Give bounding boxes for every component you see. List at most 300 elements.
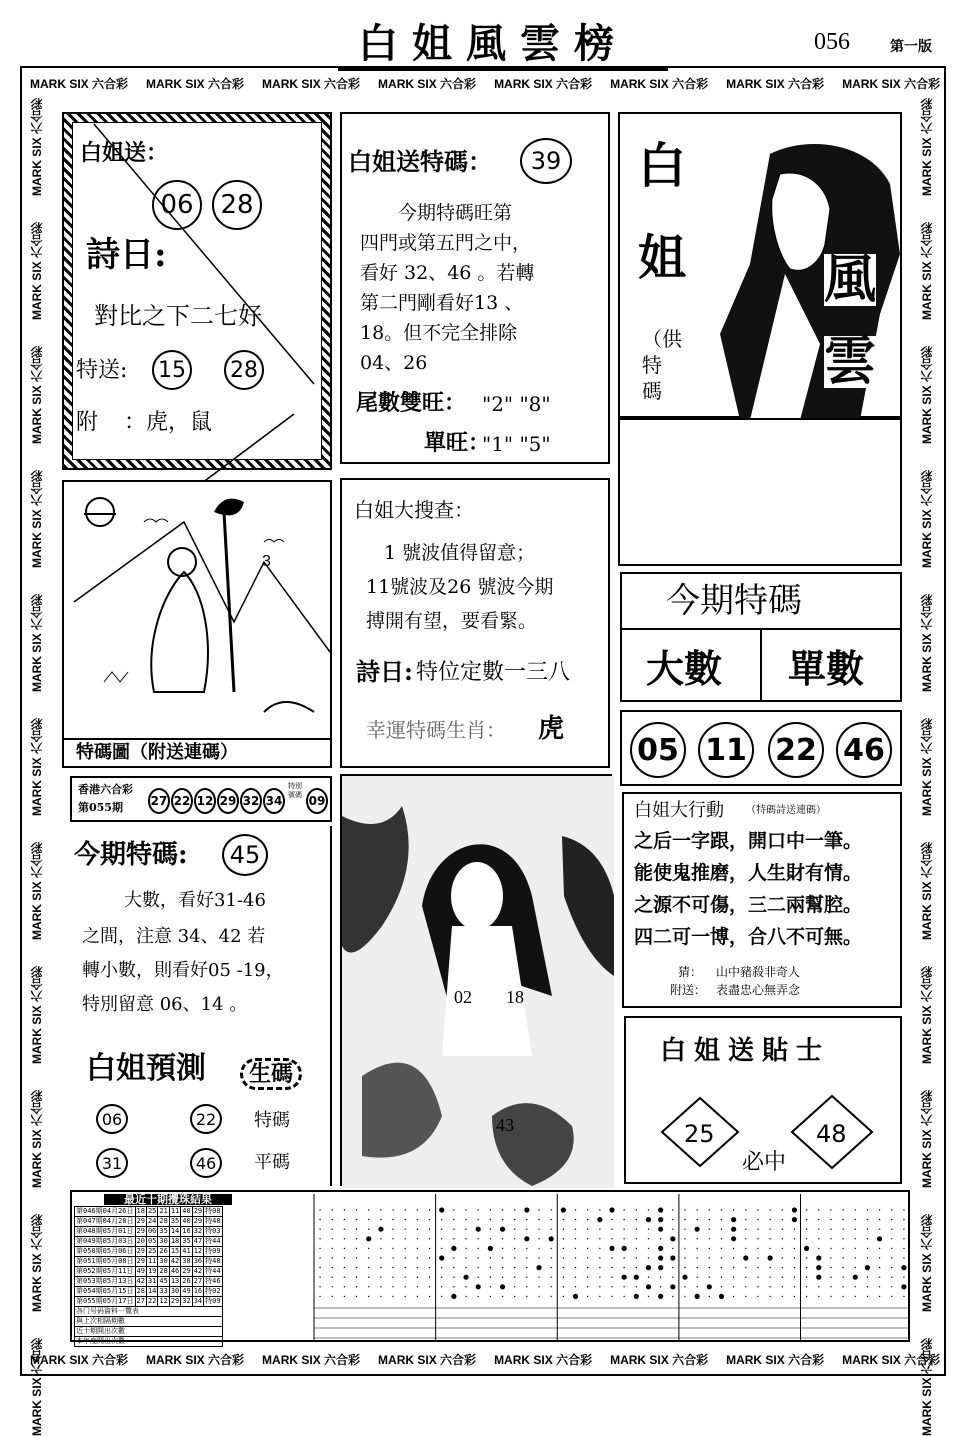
grid-dot	[417, 1296, 418, 1297]
drawn-ball-dot	[658, 1207, 663, 1212]
today-number: 45	[222, 834, 268, 876]
grid-dot	[538, 1296, 539, 1297]
grid-dot	[429, 1238, 430, 1239]
today-line-2: 之間，注意 34、42 若	[82, 926, 266, 947]
grid-dot	[794, 1248, 795, 1249]
grid-dot	[429, 1219, 430, 1220]
grid-dot	[782, 1238, 783, 1239]
grid-dot	[356, 1248, 357, 1249]
box-special-numbers	[620, 710, 902, 786]
grid-dot	[648, 1238, 649, 1239]
grid-dot	[733, 1209, 734, 1210]
predict-row1-num2: 22	[190, 1104, 222, 1134]
grid-dot	[526, 1248, 527, 1249]
drawn-ball-dot	[658, 1265, 663, 1270]
drawn-ball-dot	[816, 1275, 821, 1280]
grid-dot	[903, 1296, 904, 1297]
row-ball: 34	[193, 1297, 203, 1305]
row-ball: 36	[193, 1257, 203, 1265]
grid-dot	[405, 1238, 406, 1239]
grid-dot	[891, 1286, 892, 1287]
grid-dot	[563, 1229, 564, 1230]
drawn-ball-dot	[658, 1217, 663, 1222]
grid-dot	[550, 1267, 551, 1268]
box2-line-4: 第二門剛看好13 、	[360, 292, 524, 314]
box-photo-fengyun	[618, 112, 902, 418]
grid-dot	[550, 1277, 551, 1278]
grid-dot	[405, 1267, 406, 1268]
grid-dot	[478, 1248, 479, 1249]
grid-dot	[855, 1267, 856, 1268]
box1-title: 白姐送：	[80, 140, 169, 166]
grid-dot	[782, 1209, 783, 1210]
grid-dot	[696, 1238, 697, 1239]
drawn-ball-dot	[853, 1275, 858, 1280]
grid-dot	[405, 1257, 406, 1258]
grid-dot	[392, 1209, 393, 1210]
row-label: 第048期05月01日	[76, 1227, 134, 1235]
row-ball: 32	[182, 1297, 191, 1305]
grid-dot	[490, 1209, 491, 1210]
grid-dot	[587, 1209, 588, 1210]
grid-dot	[757, 1229, 758, 1230]
grid-dot	[465, 1296, 466, 1297]
grid-dot	[782, 1296, 783, 1297]
table-row	[75, 1297, 223, 1307]
grid-dot	[636, 1219, 637, 1220]
action-guess-value: 山中豬殺非奇人	[716, 965, 801, 979]
hk-ball-2: 22	[171, 788, 193, 814]
grid-dot	[891, 1277, 892, 1278]
row-ball: 35	[182, 1237, 191, 1245]
hk-ball-4: 29	[217, 788, 239, 814]
grid-dot	[636, 1257, 637, 1258]
grid-dot	[465, 1248, 466, 1249]
grid-dot	[356, 1238, 357, 1239]
grid-dot	[429, 1257, 430, 1258]
grid-dot	[660, 1277, 661, 1278]
box-photo-2	[340, 774, 612, 1186]
grid-dot	[867, 1238, 868, 1239]
row-ball: 29	[193, 1217, 203, 1225]
grid-dot	[842, 1267, 843, 1268]
grid-dot	[709, 1248, 710, 1249]
grid-dot	[319, 1296, 320, 1297]
grid-dot	[526, 1277, 527, 1278]
grid-dot	[453, 1286, 454, 1287]
search-poem-label: 詩日:	[356, 657, 413, 686]
grid-dot	[611, 1238, 612, 1239]
grid-dot	[611, 1257, 612, 1258]
hk-ball-3: 12	[194, 788, 216, 814]
box2-line-2: 四門或第五門之中，	[360, 232, 532, 254]
grid-dot	[392, 1277, 393, 1278]
grid-dot	[478, 1267, 479, 1268]
row-ball: 29	[193, 1207, 203, 1215]
action-line-1: 之后一字跟，開口中一筆。	[634, 830, 863, 852]
row-ball: 49	[136, 1267, 145, 1275]
row-label: 第053期05月13日	[76, 1277, 134, 1285]
row-ball: 49	[182, 1287, 191, 1295]
grid-dot	[526, 1229, 527, 1230]
grid-dot	[721, 1257, 722, 1258]
row-ball: 29	[136, 1247, 145, 1255]
drawn-ball-dot	[901, 1265, 906, 1270]
grid-dot	[611, 1219, 612, 1220]
grid-dot	[745, 1296, 746, 1297]
grid-dot	[636, 1229, 637, 1230]
hk-label-1: 香港六合彩	[78, 783, 133, 796]
predict-row1-num1: 06	[96, 1104, 128, 1134]
grid-dot	[636, 1248, 637, 1249]
grid-dot	[405, 1286, 406, 1287]
row-ball: 25	[147, 1207, 157, 1215]
grid-dot	[782, 1286, 783, 1287]
drawn-ball-dot	[804, 1246, 809, 1251]
drawn-ball-dot	[549, 1236, 554, 1241]
grid-dot	[563, 1286, 564, 1287]
grid-dot	[806, 1296, 807, 1297]
grid-dot	[623, 1219, 624, 1220]
grid-dot	[514, 1209, 515, 1210]
grid-dot	[709, 1219, 710, 1220]
grid-dot	[538, 1277, 539, 1278]
grid-dot	[745, 1267, 746, 1268]
tips-number-1: 25	[684, 1120, 715, 1148]
action-line-2: 能使鬼推磨，人生財有情。	[634, 862, 863, 884]
today-line-1: 大數，看好31-46	[124, 890, 266, 911]
grid-dot	[490, 1219, 491, 1220]
grid-dot	[368, 1296, 369, 1297]
drawn-ball-dot	[451, 1246, 456, 1251]
grid-dot	[745, 1238, 746, 1239]
grid-dot	[453, 1238, 454, 1239]
row-ball: 29	[170, 1297, 180, 1305]
box1-number-1: 06	[152, 180, 202, 230]
grid-dot	[757, 1248, 758, 1249]
drawn-ball-dot	[488, 1246, 493, 1251]
grid-dot	[818, 1286, 819, 1287]
row-ball: 40	[182, 1217, 191, 1225]
grid-dot	[636, 1267, 637, 1268]
box1-poem: 對比之下二七好	[94, 302, 262, 330]
grid-dot	[575, 1238, 576, 1239]
drawn-ball-dot	[451, 1294, 456, 1299]
grid-dot	[903, 1229, 904, 1230]
grid-dot	[891, 1267, 892, 1268]
photo2-number-3: 43	[496, 1115, 514, 1135]
grid-dot	[757, 1296, 758, 1297]
drawn-ball-dot	[378, 1227, 383, 1232]
special-number-3: 22	[768, 722, 824, 778]
search-line-2: 11號波及26 號波今期	[366, 576, 554, 598]
photo-char-4: 雲	[824, 331, 877, 392]
grid-dot	[648, 1296, 649, 1297]
grid-dot	[392, 1267, 393, 1268]
grid-dot	[380, 1248, 381, 1249]
drawn-ball-dot	[743, 1255, 748, 1260]
grid-dot	[879, 1277, 880, 1278]
row-ball: 26	[182, 1277, 191, 1285]
grid-dot	[417, 1229, 418, 1230]
grid-dot	[757, 1257, 758, 1258]
grid-dot	[319, 1257, 320, 1258]
grid-dot	[587, 1277, 588, 1278]
row-ball: 31	[147, 1277, 157, 1285]
grid-dot	[490, 1238, 491, 1239]
row-ball: 18	[170, 1237, 180, 1245]
grid-dot	[332, 1257, 333, 1258]
grid-dot	[441, 1277, 442, 1278]
row-ball: 35	[170, 1217, 180, 1225]
grid-dot	[745, 1248, 746, 1249]
grid-dot	[356, 1277, 357, 1278]
drawn-ball-dot	[865, 1265, 870, 1270]
grid-dot	[514, 1267, 515, 1268]
grid-dot	[380, 1238, 381, 1239]
drawn-ball-dot	[682, 1275, 687, 1280]
grid-dot	[319, 1267, 320, 1268]
grid-dot	[745, 1277, 746, 1278]
grid-dot	[550, 1229, 551, 1230]
grid-dot	[709, 1267, 710, 1268]
grid-dot	[441, 1248, 442, 1249]
grid-dot	[453, 1219, 454, 1220]
grid-dot	[782, 1257, 783, 1258]
box1-number-2: 28	[212, 180, 262, 230]
grid-dot	[684, 1219, 685, 1220]
drawn-ball-dot	[731, 1236, 736, 1241]
grid-dot	[575, 1257, 576, 1258]
photo-char-1: 白	[638, 138, 687, 194]
row-ball: 46	[170, 1267, 180, 1275]
search-poem: 特位定數一三八	[416, 660, 571, 685]
grid-dot	[696, 1277, 697, 1278]
grid-dot	[319, 1248, 320, 1249]
grid-dot	[405, 1229, 406, 1230]
top-border-strip: MARK SIX 六合彩 MARK SIX 六合彩 MARK SIX 六合彩 MARK SIX 六合彩 MARK SIX 六合彩 MARK SIX 六合彩 MARK SIX 六合彩 MARK SIX 六合彩	[30, 76, 941, 91]
grid-dot	[684, 1267, 685, 1268]
grid-dot	[696, 1219, 697, 1220]
grid-dot	[891, 1219, 892, 1220]
today-title: 今期特碼:	[74, 840, 188, 870]
grid-dot	[453, 1267, 454, 1268]
row-ball: 27	[193, 1277, 203, 1285]
grid-dot	[441, 1267, 442, 1268]
table-row	[75, 1247, 223, 1257]
grid-dot	[368, 1209, 369, 1210]
grid-dot	[672, 1248, 673, 1249]
grid-dot	[587, 1248, 588, 1249]
grid-dot	[745, 1209, 746, 1210]
grid-dot	[903, 1257, 904, 1258]
grid-dot	[465, 1267, 466, 1268]
photo-note: （供特碼	[642, 327, 682, 403]
grid-dot	[429, 1209, 430, 1210]
grid-dot	[842, 1229, 843, 1230]
box2-line-1: 今期特碼旺第	[398, 202, 513, 224]
grid-dot	[587, 1267, 588, 1268]
action-line-3: 之源不可傷，三二兩幫腔。	[634, 894, 863, 916]
results-left	[74, 1193, 314, 1345]
grid-dot	[769, 1209, 770, 1210]
grid-dot	[830, 1277, 831, 1278]
grid-dot	[465, 1209, 466, 1210]
grid-dot	[684, 1229, 685, 1230]
grid-dot	[344, 1238, 345, 1239]
grid-dot	[623, 1209, 624, 1210]
box-baijie-action	[622, 792, 902, 1008]
grid-dot	[794, 1238, 795, 1239]
table-row	[75, 1267, 223, 1277]
grid-dot	[721, 1248, 722, 1249]
stats-label: 與上次相隔期數	[75, 1317, 223, 1327]
grid-dot	[782, 1277, 783, 1278]
page-header	[18, 18, 948, 68]
hk-ball-5: 32	[240, 788, 262, 814]
grid-dot	[806, 1286, 807, 1287]
drawn-ball-dot	[792, 1217, 797, 1222]
grid-dot	[332, 1248, 333, 1249]
grid-dot	[599, 1277, 600, 1278]
grid-dot	[502, 1296, 503, 1297]
box2-tail-single-label: 單旺：	[424, 430, 491, 456]
results-title: 最近十期攪珠結果	[104, 1194, 232, 1205]
search-line-3: 搏開有望，要看緊。	[366, 610, 538, 632]
grid-dot	[502, 1219, 503, 1220]
hk-ball-special: 09	[306, 788, 328, 814]
drawn-ball-dot	[707, 1284, 712, 1289]
box-baijie-predict	[62, 1030, 332, 1186]
row-special: 特44	[205, 1267, 221, 1275]
grid-dot	[514, 1277, 515, 1278]
row-ball: 30	[159, 1237, 168, 1245]
grid-dot	[879, 1229, 880, 1230]
drawn-ball-dot	[646, 1217, 651, 1222]
grid-dot	[879, 1209, 880, 1210]
row-special: 特48	[205, 1257, 221, 1265]
grid-dot	[636, 1286, 637, 1287]
box2-tail-double-values: "2" "8"	[482, 392, 551, 416]
grid-dot	[538, 1238, 539, 1239]
edition-label: 第一版	[890, 39, 932, 55]
predict-row2-label: 平碼	[254, 1152, 290, 1173]
drawn-ball-dot	[634, 1275, 639, 1280]
grid-dot	[660, 1238, 661, 1239]
grid-dot	[794, 1229, 795, 1230]
grid-dot	[575, 1267, 576, 1268]
drawn-ball-dot	[877, 1236, 882, 1241]
grid-dot	[490, 1286, 491, 1287]
special-number-2: 11	[698, 722, 754, 778]
hk-ball-6: 34	[263, 788, 285, 814]
grid-dot	[478, 1296, 479, 1297]
row-ball: 26	[159, 1247, 168, 1255]
grid-dot	[514, 1229, 515, 1230]
grid-dot	[575, 1219, 576, 1220]
grid-dot	[538, 1219, 539, 1220]
table-row	[75, 1287, 223, 1297]
grid-dot	[417, 1209, 418, 1210]
grid-dot	[696, 1209, 697, 1210]
grid-dot	[721, 1238, 722, 1239]
grid-dot	[441, 1296, 442, 1297]
grid-dot	[891, 1209, 892, 1210]
grid-dot	[563, 1296, 564, 1297]
grid-dot	[392, 1238, 393, 1239]
grid-dot	[502, 1257, 503, 1258]
grid-dot	[575, 1286, 576, 1287]
grid-dot	[623, 1257, 624, 1258]
grid-dot	[368, 1257, 369, 1258]
grid-dot	[794, 1296, 795, 1297]
grid-dot	[478, 1238, 479, 1239]
drawn-ball-dot	[731, 1227, 736, 1232]
grid-dot	[429, 1267, 430, 1268]
grid-dot	[417, 1257, 418, 1258]
row-ball: 14	[147, 1287, 157, 1295]
row-special: 特02	[205, 1287, 221, 1295]
hk-tail-label: 特別號碼	[288, 782, 302, 799]
drawn-ball-dot	[439, 1255, 444, 1260]
grid-dot	[405, 1219, 406, 1220]
predict-badge: 生碼	[240, 1058, 302, 1090]
grid-dot	[550, 1219, 551, 1220]
grid-dot	[392, 1219, 393, 1220]
row-ball: 40	[182, 1207, 191, 1215]
drawn-ball-dot	[597, 1217, 602, 1222]
row-ball: 28	[159, 1217, 168, 1225]
grid-dot	[757, 1209, 758, 1210]
row-special: 特44	[205, 1237, 221, 1245]
grid-dot	[879, 1219, 880, 1220]
grid-dot	[769, 1248, 770, 1249]
row-label: 第054期05月15日	[76, 1287, 134, 1295]
grid-dot	[405, 1248, 406, 1249]
grid-dot	[319, 1238, 320, 1239]
grid-dot	[587, 1229, 588, 1230]
grid-dot	[550, 1286, 551, 1287]
drawn-ball-dot	[719, 1294, 724, 1299]
grid-dot	[319, 1286, 320, 1287]
grid-dot	[563, 1277, 564, 1278]
grid-dot	[453, 1229, 454, 1230]
row-ball: 16	[193, 1287, 203, 1295]
grid-dot	[794, 1277, 795, 1278]
grid-dot	[599, 1229, 600, 1230]
grid-dot	[733, 1248, 734, 1249]
grid-dot	[563, 1257, 564, 1258]
row-ball: 28	[136, 1287, 145, 1295]
action-attach-label: 附送：	[670, 983, 707, 997]
drawn-ball-dot	[670, 1284, 675, 1289]
grid-dot	[356, 1219, 357, 1220]
grid-dot	[465, 1257, 466, 1258]
grid-dot	[842, 1238, 843, 1239]
grid-dot	[830, 1286, 831, 1287]
grid-dot	[769, 1296, 770, 1297]
grid-dot	[721, 1267, 722, 1268]
grid-dot	[344, 1286, 345, 1287]
search-title: 白姐大搜查：	[354, 498, 474, 522]
grid-dot	[392, 1229, 393, 1230]
grid-dot	[842, 1209, 843, 1210]
table-row	[75, 1207, 223, 1217]
drawn-ball-dot	[816, 1265, 821, 1270]
results-table	[74, 1206, 223, 1347]
stats-row	[75, 1337, 223, 1347]
grid-dot	[769, 1267, 770, 1268]
